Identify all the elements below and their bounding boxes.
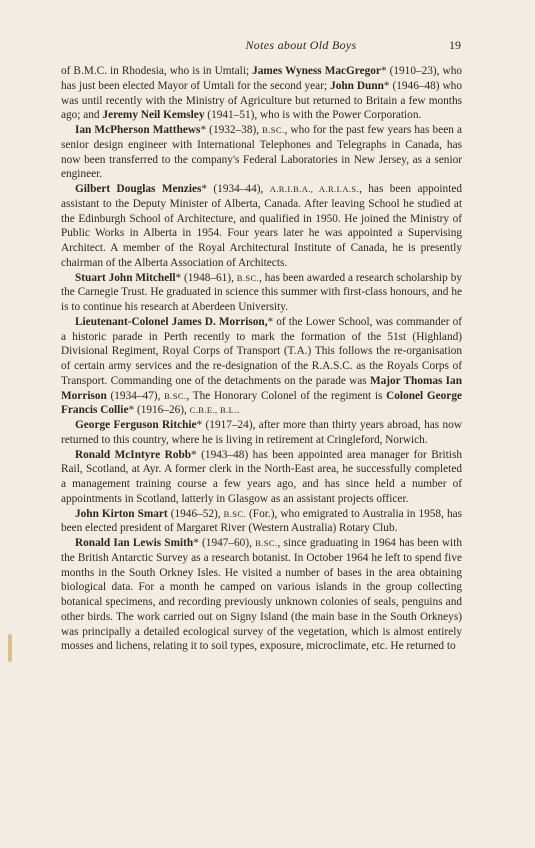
degree-abbrev: B.SC. bbox=[164, 390, 187, 401]
text-run: , since graduating in 1964 has been with the British Antarctic Survey as a research botanist. In October 1964 he left to spend five months in the South Orkney Isles. He visited a number of bases in the area obtaining biological data. For a month he camped on various islands in the group collecting botanical specimens, and recording previously unknown colonies of seals, penguins and other birds. The work carried out on Signy Island (the main base in the South Orkneys) was principally a detailed ecological survey of the vegetation, which is almost entirely mosses and lichens, relating it to soil types, exposure, microclimate, etc. He returned to bbox=[61, 537, 462, 653]
text-run: , The Honorary Colonel of the regiment is bbox=[186, 389, 387, 402]
paragraph bbox=[61, 123, 462, 182]
body-text bbox=[61, 64, 462, 654]
degree-abbrev: A.R.I.B.A., A.R.I.A.S. bbox=[269, 184, 360, 194]
text-run: * (1943–48) has been appointed area manager for British Rail, Scotland, at Ayr. A former clerk in the North-East area, he successfully completed a management training course a few years ago, and has since held a number of appointments in Scotland, latterly in Glasgow as an assistant projects officer. bbox=[61, 448, 462, 505]
person-name: Major Thomas Ian Morrison bbox=[61, 374, 462, 402]
text-run: * (1916–26), bbox=[128, 404, 190, 417]
text-run: * (1917–24), after more than thirty years abroad, has now returned to this country, where he is living in retirement at Cringleford, Norwich. bbox=[61, 419, 462, 446]
paragraph bbox=[61, 182, 462, 271]
person-name: Gilbert Douglas Menzies bbox=[75, 183, 202, 195]
person-name: Ronald McIntyre Robb bbox=[75, 448, 192, 461]
text-run: , has been appointed assistant to the Deputy Minister of Alberta, Canada. After leaving School he studied at the Edinburgh School of Architecture, and qualified in 1950. He joined the Ministry of Public Works in Alberta in 1954. Four years later he was appointed a Supervising Architect. A member of the Royal Architectural Institute of Canada, he is presently chairman of the Alberta Association of Architects. bbox=[61, 183, 462, 269]
text-run: (1941–51), who is with the Power Corporation. bbox=[204, 109, 422, 122]
paragraph bbox=[61, 507, 462, 537]
person-name: Colonel George Francis Collie bbox=[61, 389, 462, 417]
person-name: John Dunn bbox=[330, 79, 384, 92]
degree-abbrev: B.SC. bbox=[223, 508, 246, 519]
person-name: Lieutenant-Colonel James D. Morrison, bbox=[75, 315, 268, 328]
paragraph bbox=[61, 315, 462, 418]
paragraph bbox=[61, 448, 462, 507]
paragraph bbox=[61, 271, 462, 315]
text-run: (For.), who emigrated to Australia in 1958, has been elected president of Margaret River (Western Australia) Rotary Club. bbox=[61, 507, 463, 535]
paragraph bbox=[61, 536, 462, 654]
person-name: Ronald Ian Lewis Smith bbox=[75, 537, 194, 549]
degree-abbrev: B.SC. bbox=[236, 272, 260, 283]
text-run: * (1948–61), bbox=[175, 271, 237, 284]
text-run: * (1910–23), who has just been elected Mayor of Umtali for the second year; bbox=[61, 65, 462, 92]
text-run: * (1934–44), bbox=[201, 183, 270, 195]
person-name: George Ferguson Ritchie bbox=[75, 419, 197, 431]
person-name: Stuart John Mitchell bbox=[75, 271, 176, 284]
page-number: 19 bbox=[449, 38, 461, 52]
text-run: * (1947–60), bbox=[193, 537, 256, 549]
person-name: James Wyness MacGregor bbox=[252, 65, 381, 77]
text-run: (1934–47), bbox=[106, 389, 165, 402]
degree-abbrev: B.SC. bbox=[262, 125, 285, 135]
text-run: . bbox=[236, 404, 240, 417]
text-run: (1946–52), bbox=[167, 507, 224, 520]
running-title: Notes about Old Boys bbox=[245, 38, 357, 52]
person-name: Jeremy Neil Kemsley bbox=[102, 109, 205, 122]
text-run: * (1932–38), bbox=[200, 124, 263, 136]
degree-abbrev: C.B.E., B.L. bbox=[189, 405, 237, 416]
text-run: * (1946–48) who was until recently with the Ministry of Agriculture but returned to Britain a few months ago; and bbox=[61, 79, 462, 122]
person-name: John Kirton Smart bbox=[75, 507, 168, 520]
text-run: of B.M.C. in Rhodesia, who is in Umtali; bbox=[61, 65, 253, 77]
paragraph bbox=[61, 64, 462, 123]
text-run: , has been awarded a research scholarship by the Carnegie Trust. He graduated in science this summer with first-class honours, and he is to continue his research at Aberdeen University. bbox=[61, 271, 462, 313]
person-name: Ian McPherson Matthews bbox=[75, 124, 201, 136]
page-edge-mark bbox=[8, 634, 12, 662]
degree-abbrev: B.SC. bbox=[255, 538, 278, 548]
paragraph bbox=[61, 418, 462, 448]
text-run: , who for the past few years has been a senior design engineer with International Telephones and Telegraphs in Canada, has now been transferred to the company's Federal Laboratories in New Jersey, as a senior engineer. bbox=[61, 124, 462, 181]
text-run: * of the Lower School, was commander of a historic parade in Perth recently to mark the formation of the 51st (Highland) Divisional Regiment, Royal Corps of Transport (T.A.) This follows the re-organisation of certain army services and the re-designation of the R.A.S.C. as the Royals Corps of Transport. Commanding one of the detachments on the parade was bbox=[61, 315, 462, 387]
